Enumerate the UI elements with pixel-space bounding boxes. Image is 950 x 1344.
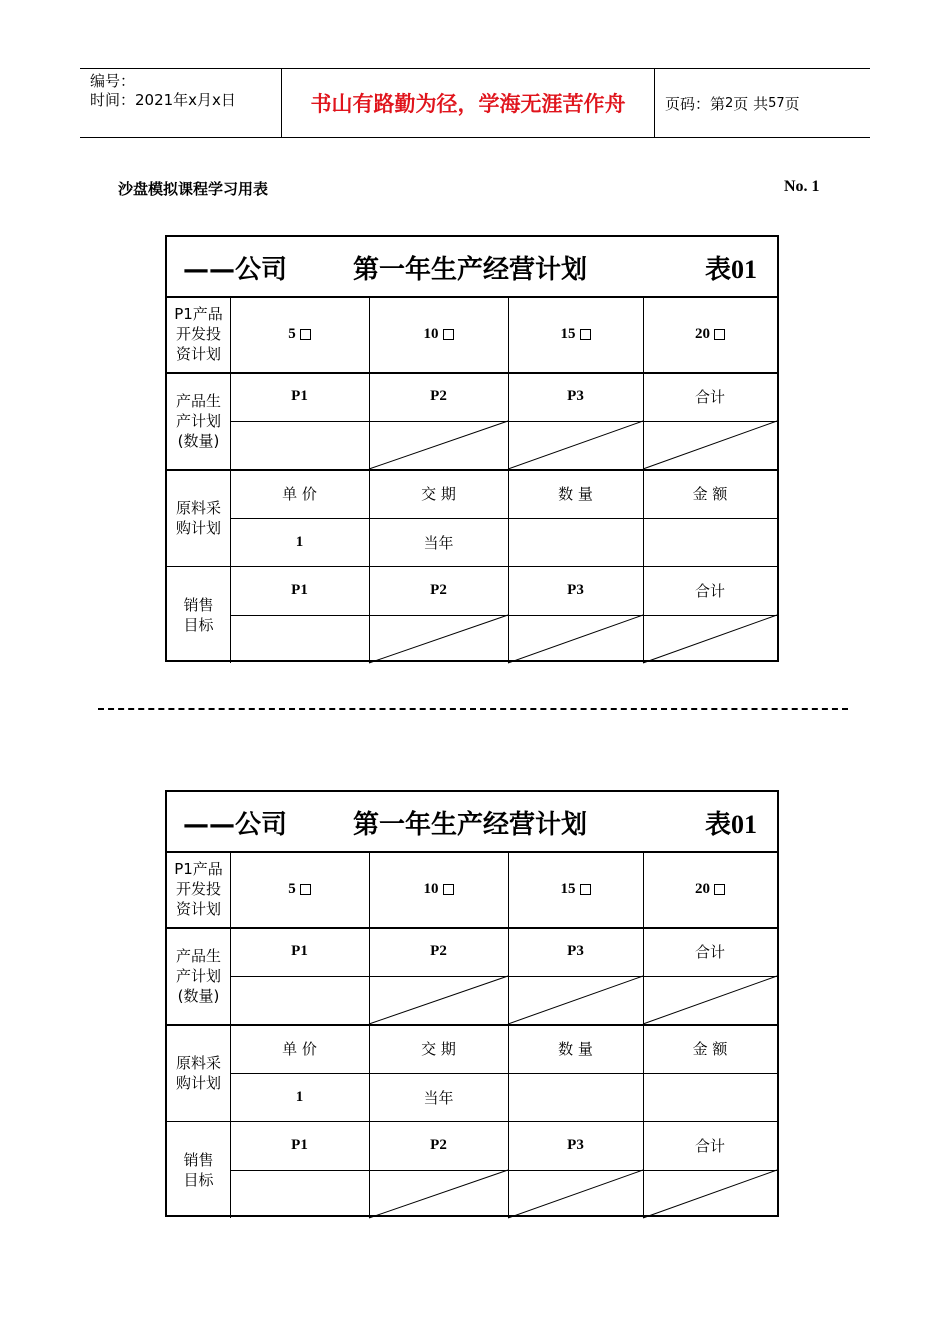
checkbox[interactable] [443, 884, 454, 895]
dev-option [643, 851, 777, 927]
purchase-plan-label: 原料采 购计划 [175, 1053, 221, 1092]
plan-table [165, 235, 779, 662]
production-header: P3 [567, 388, 584, 404]
dev-option-value: 10 [423, 880, 439, 897]
plan-table [165, 790, 779, 1217]
diagonal-strike [369, 421, 508, 469]
diagonal-strike [643, 615, 777, 663]
production-header: P2 [430, 943, 447, 959]
diagonal-line [369, 1170, 508, 1218]
purchase-header: 单 价 [282, 485, 317, 503]
purchase-value: 1 [295, 533, 304, 550]
page-suffix: 页 [784, 94, 800, 113]
dev-option [369, 296, 508, 372]
purchase-value [508, 1073, 643, 1121]
diagonal-strike [643, 976, 777, 1024]
sales-header: P1 [291, 1137, 308, 1153]
sales-target-label: 销售 目标 [183, 595, 214, 634]
production-header: 合计 [694, 388, 725, 406]
diagonal-strike [369, 1170, 508, 1218]
dev-option-value: 20 [695, 880, 710, 897]
checkbox[interactable] [714, 884, 725, 895]
serial-label: 编号： [90, 72, 136, 90]
purchase-header: 交 期 [421, 1040, 456, 1058]
production-header: P2 [430, 388, 447, 404]
plan-title-row [167, 792, 777, 853]
sales-header: 合计 [694, 582, 725, 600]
sales-header: 合计 [694, 1137, 725, 1155]
production-plan-label: 产品生 产计划 (数量) [175, 391, 221, 450]
checkbox[interactable] [580, 329, 591, 340]
cut-line [98, 708, 848, 710]
dev-plan-label: P1产品 开发投 资计划 [174, 305, 223, 363]
company-name: ——公司 [183, 810, 288, 840]
dev-option-value: 15 [560, 880, 576, 897]
purchase-value [643, 518, 777, 566]
purchase-value [643, 1073, 777, 1121]
dev-option-value: 20 [695, 325, 710, 342]
header-meta [90, 72, 236, 110]
dev-option [508, 851, 643, 927]
diagonal-strike [508, 1170, 643, 1218]
purchase-header: 单 价 [282, 1040, 317, 1058]
diagonal-strike [508, 421, 643, 469]
diagonal-strike [508, 976, 643, 1024]
document-title: 沙盘模拟课程学习用表 [118, 180, 269, 198]
diagonal-line [508, 976, 643, 1024]
document-number: No. 1 [784, 178, 820, 195]
checkbox[interactable] [300, 884, 311, 895]
dev-option-value: 5 [288, 325, 296, 342]
dev-option-value: 10 [423, 325, 439, 342]
sales-target-label: 销售 目标 [183, 1150, 214, 1189]
diagonal-strike [508, 615, 643, 663]
sales-header: P3 [567, 582, 584, 598]
dev-option-value: 5 [288, 880, 296, 897]
header-motto: 书山有路勤为径，学海无涯苦作舟 [310, 92, 626, 116]
purchase-value: 当年 [423, 533, 454, 552]
diagonal-line [508, 615, 643, 663]
plan-title: 第一年生产经营计划 [353, 255, 588, 285]
table-number: 表01 [705, 810, 758, 839]
production-header: P1 [291, 388, 308, 404]
diagonal-line [643, 976, 777, 1024]
dev-option [369, 851, 508, 927]
dev-option [508, 296, 643, 372]
dev-option-value: 15 [560, 325, 576, 342]
time-label: 时间：2021年x月x日 [90, 91, 236, 109]
diagonal-line [369, 976, 508, 1024]
dev-plan-label: P1产品 开发投 资计划 [174, 860, 223, 918]
diagonal-line [369, 615, 508, 663]
page-indicator [665, 69, 800, 137]
diagonal-strike [369, 976, 508, 1024]
purchase-header: 金 额 [692, 1040, 728, 1058]
plan-title-row [167, 237, 777, 298]
diagonal-line [643, 1170, 777, 1218]
sales-header: P2 [430, 1137, 447, 1153]
diagonal-line [369, 421, 508, 469]
production-header: P1 [291, 943, 308, 959]
dev-option [230, 296, 369, 372]
diagonal-strike [643, 421, 777, 469]
purchase-value: 当年 [423, 1088, 454, 1107]
purchase-header: 数 量 [558, 485, 593, 503]
dev-option [643, 296, 777, 372]
header-divider [654, 69, 655, 137]
purchase-header: 金 额 [692, 485, 728, 503]
production-header: P3 [567, 943, 584, 959]
checkbox[interactable] [443, 329, 454, 340]
purchase-header: 交 期 [421, 485, 456, 503]
page-mid: 页 共 [733, 94, 769, 113]
table-number: 表01 [705, 255, 758, 284]
page-current: 2 [725, 95, 734, 111]
plan-title: 第一年生产经营计划 [353, 810, 588, 840]
purchase-value [508, 518, 643, 566]
diagonal-line [508, 421, 643, 469]
sales-header: P2 [430, 582, 447, 598]
purchase-header: 数 量 [558, 1040, 593, 1058]
page-header [80, 68, 870, 138]
diagonal-line [508, 1170, 643, 1218]
diagonal-strike [643, 1170, 777, 1218]
purchase-value: 1 [295, 1088, 304, 1105]
company-name: ——公司 [183, 255, 288, 285]
sales-header: P3 [567, 1137, 584, 1153]
purchase-plan-label: 原料采 购计划 [175, 498, 221, 537]
checkbox[interactable] [300, 329, 311, 340]
page-total: 57 [768, 95, 785, 111]
page-prefix: 页码：第 [665, 94, 726, 113]
sales-header: P1 [291, 582, 308, 598]
diagonal-line [643, 421, 777, 469]
production-plan-label: 产品生 产计划 (数量) [175, 946, 221, 1005]
diagonal-strike [369, 615, 508, 663]
diagonal-line [643, 615, 777, 663]
checkbox[interactable] [714, 329, 725, 340]
dev-option [230, 851, 369, 927]
checkbox[interactable] [580, 884, 591, 895]
production-header: 合计 [694, 943, 725, 961]
